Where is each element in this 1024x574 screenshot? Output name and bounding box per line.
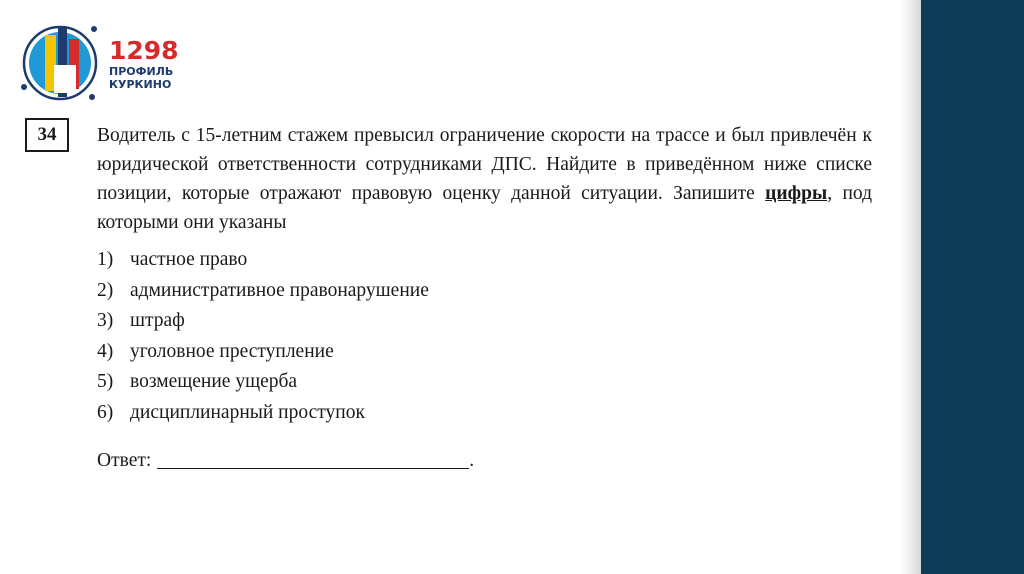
- logo-line2: КУРКИНО: [109, 78, 172, 91]
- option-item: [97, 276, 429, 307]
- question-text-before: Водитель с 15-летним стажем превысил ограничение скорости на трассе и был привлечён к юридической ответственности сотрудниками ДПС. Найдите в приведённом ниже списке позиции, которые отражают правовую оценку данной ситуации. Запишите: [97, 125, 872, 204]
- option-text: уголовное преступление: [130, 340, 334, 362]
- option-text: административное правонарушение: [130, 279, 429, 301]
- option-number: 6): [97, 401, 114, 423]
- logo-line1: ПРОФИЛЬ: [109, 65, 174, 78]
- question-emphasis: цифры: [765, 183, 828, 204]
- option-text: дисциплинарный проступок: [130, 401, 365, 423]
- school-logo: [14, 17, 184, 107]
- option-item: [97, 306, 429, 337]
- option-item: [97, 245, 429, 276]
- option-number: 5): [97, 371, 114, 393]
- option-text: частное право: [130, 249, 248, 270]
- option-item: [97, 398, 429, 429]
- options-list: [97, 245, 429, 429]
- option-number: 2): [97, 279, 114, 301]
- task-number-box: [25, 118, 69, 152]
- answer-label: Ответ:: [97, 450, 152, 471]
- option-number: 3): [97, 310, 114, 332]
- task-number: 34: [37, 124, 57, 145]
- answer-end: .: [469, 450, 475, 471]
- side-panel: [921, 0, 1024, 574]
- option-text: возмещение ущерба: [130, 371, 298, 393]
- answer-blank-line[interactable]: [157, 448, 469, 469]
- answer-row: [97, 446, 474, 476]
- option-text: штраф: [130, 310, 185, 332]
- question-text-after: , под которыми они указаны: [97, 183, 872, 233]
- panel-edge-shadow: [900, 0, 921, 574]
- option-number: 4): [97, 340, 114, 362]
- logo-number: 1298: [109, 36, 179, 65]
- question-text: [97, 121, 872, 237]
- option-number: 1): [97, 249, 114, 270]
- option-item: [97, 367, 429, 398]
- option-item: [97, 337, 429, 368]
